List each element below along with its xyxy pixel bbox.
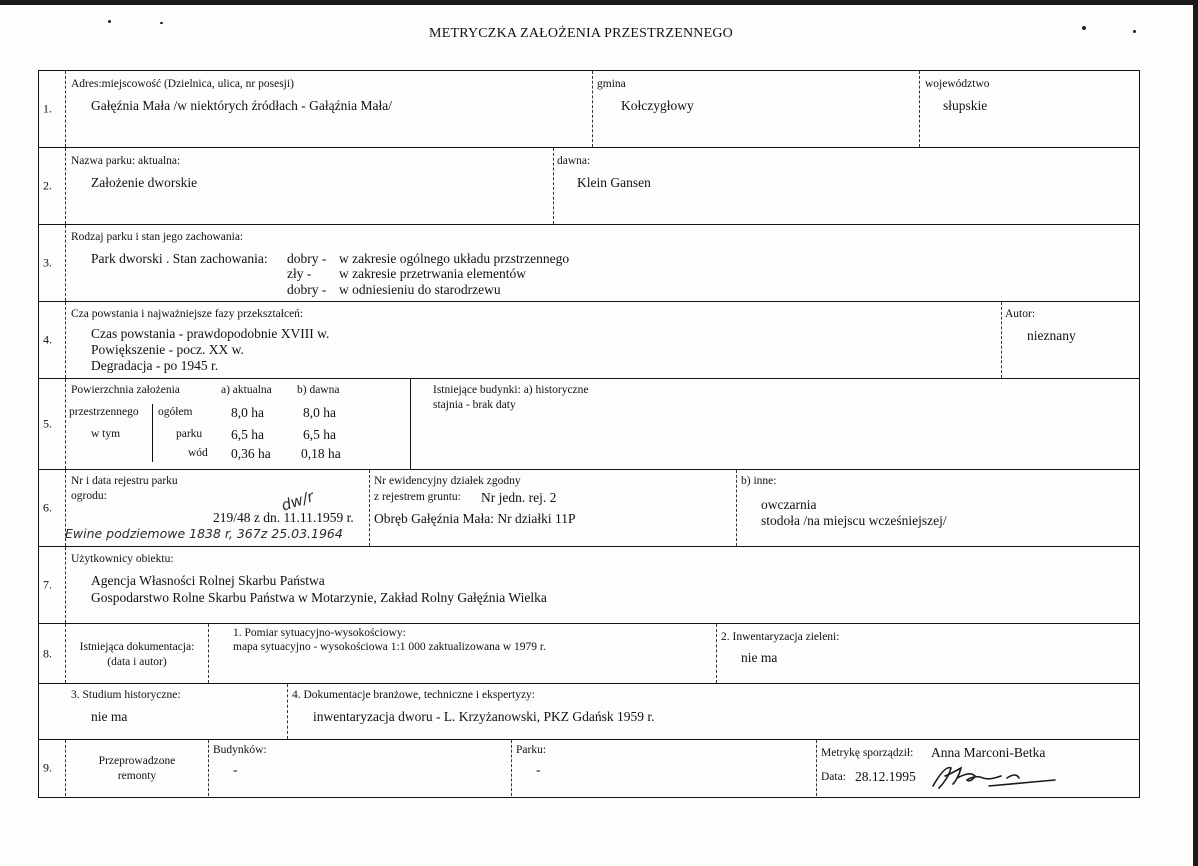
- other-value-2: stodoła /na miejscu wcześniejszej/: [761, 513, 947, 528]
- other-value-1: owczarnia: [761, 497, 817, 512]
- row-number-empty: [39, 684, 66, 739]
- documentation-label-2: (data i autor): [107, 656, 167, 668]
- scan-edge-top: [0, 0, 1198, 5]
- date-label: Data:: [821, 771, 846, 783]
- register-value: 219/48 z dn. 11.11.1959 r.: [213, 510, 354, 525]
- row-number-text: 4.: [43, 332, 52, 347]
- row-number: [39, 547, 66, 623]
- technical-docs-label: 4. Dokumentacje branżowe, techniczne i ekspertyzy:: [292, 689, 535, 701]
- water-current: 0,36 ha: [231, 446, 271, 461]
- row-number: [39, 624, 66, 683]
- buildings-repairs-label: Budynków:: [213, 744, 267, 756]
- address-label: Adres:miejscowość (Dzielnica, ulica, nr posesji): [71, 78, 294, 90]
- date-value: 28.12.1995: [855, 769, 916, 784]
- buildings-repairs-value: -: [233, 762, 238, 777]
- divider: [511, 740, 512, 796]
- row-number-text: 3.: [43, 255, 52, 270]
- row-area: [39, 379, 1139, 470]
- users-label: Użytkownicy obiektu:: [71, 553, 174, 565]
- row-number-text: 7.: [43, 577, 52, 592]
- park-current: 6,5 ha: [231, 427, 264, 442]
- divider: [369, 470, 370, 546]
- row-park-type: [39, 225, 1139, 302]
- address-value: Gałęźnia Mała /w niektórych źródłach - Gałąźnia Mała/: [91, 98, 392, 113]
- users-line-2: Gospodarstwo Rolne Skarbu Państwa w Motarzynie, Zakład Rolny Gałęźnia Wielka: [91, 590, 547, 605]
- area-label: Powierzchnia założenia: [71, 384, 180, 396]
- author-value: nieznany: [1027, 328, 1076, 343]
- row-number-text: 9.: [43, 760, 52, 775]
- document-title: METRYCZKA ZAŁOŻENIA PRZESTRZENNEGO: [429, 26, 733, 41]
- register-label-2: ogrodu:: [71, 490, 107, 502]
- divider: [553, 148, 554, 224]
- row-address: [39, 71, 1139, 148]
- area-col-former: b) dawna: [297, 384, 340, 396]
- row-number: [39, 470, 66, 546]
- park-name-value: Założenie dworskie: [91, 175, 198, 190]
- scan-speck: [160, 22, 163, 24]
- divider: [287, 684, 288, 739]
- water-former: 0,18 ha: [301, 446, 341, 461]
- park-label: parku: [176, 428, 203, 440]
- plot-label-2: z rejestrem gruntu:: [374, 491, 461, 503]
- park-type-label: Rodzaj parku i stan jego zachowania:: [71, 231, 244, 243]
- row-number: [39, 740, 66, 796]
- history-label: Cza powstania i najważniejsze fazy przekształceń:: [71, 308, 304, 320]
- former-name-label: dawna:: [557, 155, 591, 167]
- greenery-inventory-value: nie ma: [741, 650, 778, 665]
- divider: [410, 379, 411, 469]
- park-type-value: Park dworski . Stan zachowania:: [91, 251, 268, 266]
- total-label: ogółem: [158, 406, 193, 418]
- buildings-label: Istniejące budynki: a) historyczne: [433, 384, 589, 396]
- row-number-text: 5.: [43, 416, 52, 431]
- row-studies: [39, 684, 1139, 740]
- total-current: 8,0 ha: [231, 405, 264, 420]
- row-users: [39, 547, 1139, 624]
- park-repairs-label: Parku:: [516, 744, 547, 756]
- form-table: [38, 70, 1140, 798]
- voivodeship-value: słupskie: [943, 98, 988, 113]
- row-register: [39, 470, 1139, 547]
- handwritten-note-short: dw/r: [279, 487, 316, 515]
- area-col-current: a) aktualna: [221, 384, 272, 396]
- row-number-text: 6.: [43, 500, 52, 515]
- history-line-3: Degradacja - po 1945 r.: [91, 358, 219, 373]
- water-label: wód: [188, 447, 208, 459]
- technical-docs-value: inwentaryzacja dworu - L. Krzyżanowski, PKZ Gdańsk 1959 r.: [313, 709, 655, 724]
- divider: [1001, 302, 1002, 378]
- handwritten-note-long: Ewine podziemowe 1838 r, 367z 25.03.1964: [65, 526, 343, 541]
- signature-icon: [929, 762, 1059, 792]
- author-label: Autor:: [1005, 308, 1036, 320]
- park-repairs-value: -: [536, 762, 541, 777]
- row-number: [39, 302, 66, 378]
- survey-value: mapa sytuacyjno - wysokościowa 1:1 000 zaktualizowana w 1979 r.: [233, 641, 546, 653]
- plot-value-2: Obręb Gałęźnia Mała: Nr działki 11P: [374, 511, 576, 526]
- row-number: [39, 148, 66, 224]
- row-number-text: 1.: [43, 101, 52, 116]
- divider: [816, 740, 817, 796]
- buildings-value: stajnia - brak daty: [433, 399, 516, 411]
- in-which-label: w tym: [91, 428, 121, 440]
- row-repairs: [39, 740, 1139, 796]
- other-label: b) inne:: [741, 475, 777, 487]
- divider: [208, 740, 209, 796]
- history-line-1: Czas powstania - prawdopodobnie XVIII w.: [91, 326, 330, 341]
- documentation-label-1: Istniejąca dokumentacja:: [79, 641, 195, 653]
- divider: [736, 470, 737, 546]
- register-label-1: Nr i data rejestru parku: [71, 475, 178, 487]
- park-name-label: Nazwa parku: aktualna:: [71, 155, 181, 167]
- repairs-label-1: Przeprowadzone: [98, 755, 176, 767]
- plot-label-1: Nr ewidencyjny działek zgodny: [374, 475, 521, 487]
- row-park-name: [39, 148, 1139, 225]
- scan-speck: [108, 20, 111, 23]
- divider: [919, 71, 920, 147]
- scan-edge-right: [1193, 0, 1198, 866]
- greenery-inventory-label: 2. Inwentaryzacja zieleni:: [721, 631, 840, 643]
- plot-value-1: Nr jedn. rej. 2: [481, 490, 557, 505]
- row-documentation: [39, 624, 1139, 684]
- row-number: [39, 379, 66, 469]
- row-history: [39, 302, 1139, 379]
- prepared-by-label: Metrykę sporządził:: [821, 747, 914, 759]
- divider: [208, 624, 209, 683]
- divider: [592, 71, 593, 147]
- gmina-value: Kołczygłowy: [621, 98, 694, 113]
- total-former: 8,0 ha: [303, 405, 336, 420]
- spatial-label: przestrzennego: [69, 406, 139, 418]
- survey-label: 1. Pomiar sytuacyjno-wysokościowy:: [233, 627, 406, 639]
- history-line-2: Powiększenie - pocz. XX w.: [91, 342, 244, 357]
- state-desc-1: w zakresie ogólnego układu przstrzennego: [339, 251, 570, 266]
- former-name-value: Klein Gansen: [577, 175, 651, 190]
- row-number: [39, 225, 66, 301]
- historical-study-value: nie ma: [91, 709, 128, 724]
- state-desc-3: w odniesieniu do starodrzewu: [339, 282, 501, 297]
- row-number-text: 8.: [43, 646, 52, 660]
- state-zly: zły -: [287, 266, 312, 281]
- state-dobry-2: dobry -: [287, 282, 327, 297]
- voivodeship-label: województwo: [925, 78, 990, 90]
- area-bracket-line: [152, 404, 153, 462]
- divider: [716, 624, 717, 683]
- state-dobry-1: dobry -: [287, 251, 327, 266]
- historical-study-label: 3. Studium historyczne:: [71, 689, 181, 701]
- row-number-text: 2.: [43, 178, 52, 193]
- repairs-label-2: remonty: [117, 770, 157, 782]
- prepared-by-value: Anna Marconi-Betka: [931, 745, 1046, 760]
- park-former: 6,5 ha: [303, 427, 336, 442]
- row-number: [39, 71, 66, 147]
- users-line-1: Agencja Własności Rolnej Skarbu Państwa: [91, 573, 325, 588]
- state-desc-2: w zakresie przetrwania elementów: [339, 266, 527, 281]
- gmina-label: gmina: [597, 78, 626, 90]
